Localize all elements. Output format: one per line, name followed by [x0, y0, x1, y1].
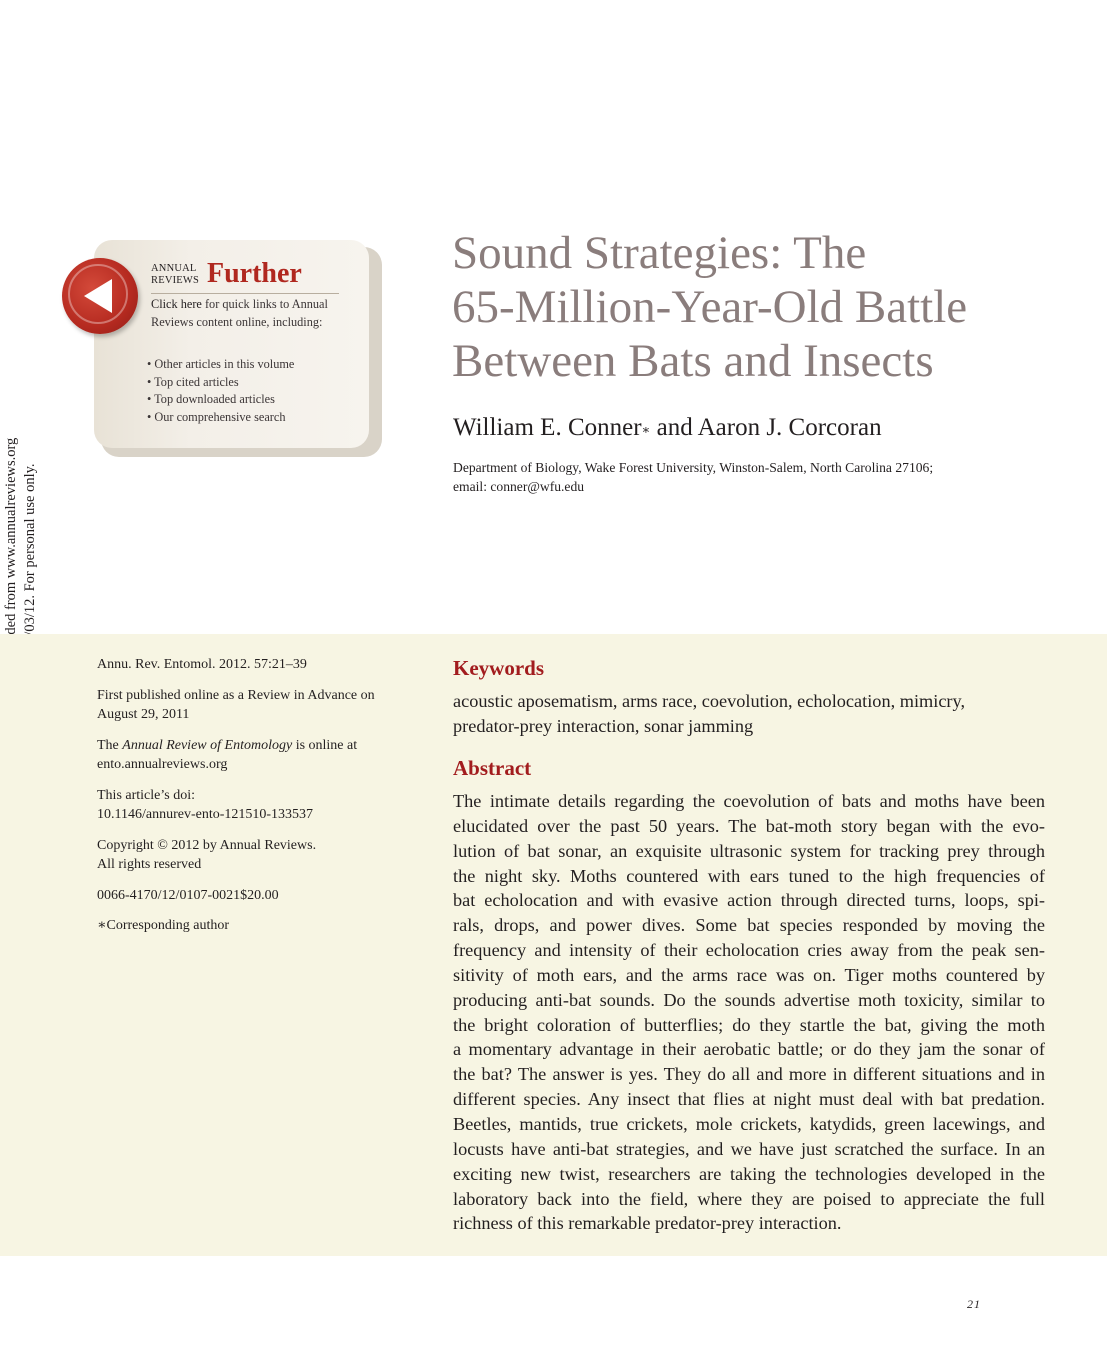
- further-link-top-downloaded[interactable]: • Top downloaded articles: [147, 392, 275, 406]
- abstract-line: the bright coloration of butterflies; do they startle the bat, giving the moth: [453, 1014, 1045, 1035]
- author-corcoran: and Aaron J. Corcoran: [650, 414, 882, 441]
- affiliation: [453, 458, 1053, 496]
- click-here-link[interactable]: Click here: [151, 297, 202, 311]
- doi: 10.1146/annurev-ento-121510-133537: [97, 807, 314, 822]
- issn: 0066-4170/12/0107-0021$20.00: [97, 887, 279, 903]
- abstract-line: exciting new twist, researchers are taking the technologies developed in the: [453, 1163, 1045, 1184]
- keywords-line-1: acoustic aposematism, arms race, coevolution, echolocation, mimicry,: [453, 691, 966, 711]
- article-meta: [97, 655, 417, 947]
- abstract-line: a momentary advantage in their aerobatic battle; or do they jam the sonar of: [453, 1039, 1045, 1060]
- copyright-1: Copyright © 2012 by Annual Reviews.: [97, 837, 317, 853]
- abstract-line: the night sky. Moths countered with ears tuned to the high frequencies of: [453, 865, 1045, 886]
- abstract-line: producing anti-bat sounds. Do the sounds advertise moth toxicity, similar to: [453, 989, 1045, 1010]
- keywords-line-2: predator-prey interaction, sonar jamming: [453, 716, 754, 736]
- abstract-heading: Abstract: [453, 756, 532, 780]
- back-arrow-icon[interactable]: [62, 258, 138, 334]
- affiliation-line: Department of Biology, Wake Forest University, Winston-Salem, North Carolina 27106;: [453, 460, 934, 475]
- page-number: 21: [967, 1297, 981, 1311]
- online-pre: The: [97, 737, 123, 753]
- email-line: email: conner@wfu.edu: [453, 479, 585, 494]
- authors: [453, 412, 882, 444]
- copyright-2: All rights reserved: [97, 857, 202, 872]
- further-intro-text: for quick links to Annual Reviews content online, including:: [151, 297, 328, 329]
- abstract-line: rals, drops, and power dives. Some bat species responded by moving the: [453, 915, 1045, 936]
- brand-further: Further: [207, 258, 302, 289]
- further-link-search[interactable]: • Our comprehensive search: [147, 409, 286, 424]
- abstract-line: frequency and intensity of their echolocation cries away from the peak sen-: [453, 940, 1045, 961]
- online-statement: [97, 736, 417, 756]
- doi-label: This article’s doi:: [97, 787, 195, 803]
- keywords: [453, 689, 1053, 739]
- brand-reviews: REVIEWS: [151, 275, 200, 286]
- online-post: is online at: [292, 737, 358, 753]
- first-published-2: August 29, 2011: [97, 707, 190, 722]
- abstract-line: sitivity of moth ears, and the arms race was on. Tiger moths countered by: [453, 964, 1045, 985]
- author-conner: William E. Conner: [453, 414, 642, 441]
- abstract-line: elucidated over the past 50 years. The bat-moth story began with the evo-: [453, 815, 1045, 836]
- brand-annual: ANNUAL: [151, 263, 197, 274]
- journal-name: Annual Review of Entomology: [122, 737, 293, 753]
- abstract-text: [453, 789, 1045, 1236]
- further-link-top-cited[interactable]: • Top cited articles: [147, 374, 239, 389]
- title-line-1: Sound Strategies: The: [452, 227, 867, 279]
- further-link-other-articles[interactable]: • Other articles in this volume: [147, 357, 295, 371]
- abstract-line: richness of this remarkable predator-prey interaction.: [453, 1213, 842, 1234]
- abstract-line: lution of bat sonar, an exquisite ultrasonic system for tracking prey through: [453, 840, 1045, 861]
- abstract-line: bat echolocation and with evasive action through directed turns, loops, spi-: [453, 890, 1045, 911]
- further-links: [147, 356, 294, 426]
- brand-divider: [151, 293, 339, 294]
- title-line-3: Between Bats and Insects: [452, 335, 934, 387]
- abstract-line: The intimate details regarding the coevolution of bats and moths have been: [453, 791, 1045, 811]
- keywords-heading: Keywords: [453, 656, 544, 680]
- online-url[interactable]: ento.annualreviews.org: [97, 757, 228, 772]
- corresponding-author: ∗Corresponding author: [97, 918, 229, 933]
- further-intro: [151, 296, 351, 331]
- abstract-line: Beetles, mantids, true crickets, mole crickets, katydids, green lacewings, and: [453, 1113, 1045, 1134]
- abstract-line: different species. Any insect that flies at night must deal with bat predation.: [453, 1089, 1045, 1110]
- abstract-line: laboratory back into the field, where they are poised to appreciate the full: [453, 1188, 1045, 1209]
- abstract-line: the bat? The answer is yes. They do all and more in different situations and in: [453, 1064, 1045, 1085]
- annual-reviews-wordmark: [151, 263, 199, 287]
- corresponding-mark: ∗: [641, 422, 651, 437]
- first-published-1: First published online as a Review in Advance on: [97, 687, 375, 703]
- left-triangle-icon: [76, 272, 124, 320]
- article-title: [452, 226, 1092, 388]
- abstract-line: locusts have anti-bat strategies, and we have just scratched the surface. In an: [453, 1138, 1045, 1159]
- citation: Annu. Rev. Entomol. 2012. 57:21–39: [97, 657, 307, 672]
- title-line-2: 65-Million-Year-Old Battle: [452, 281, 968, 333]
